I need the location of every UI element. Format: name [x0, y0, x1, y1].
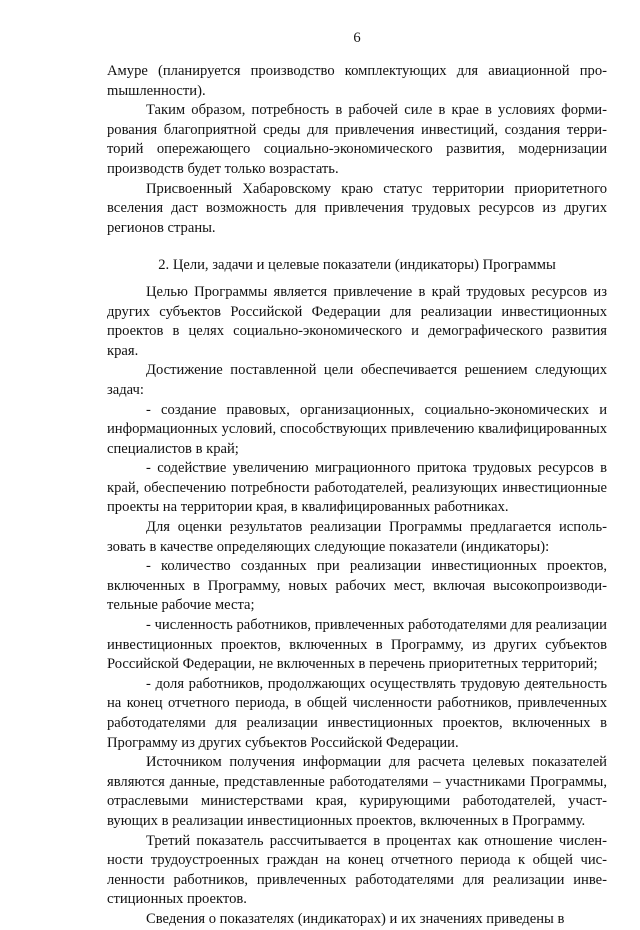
- document-body: [107, 62, 607, 930]
- paragraph: Источником получения информации для расчета целевых показателей являются данные, представленные работодателями – участниками Программы, отраслевыми министерствами края, курирующими работодателей, участвующих в реализации инвестиционных проектов, включенных в Программу.: [107, 754, 607, 829]
- paragraph: Амуре (планируется производство комплектующих для авиационной проmышленности).: [107, 63, 607, 99]
- list-item: - содействие увеличению миграционного притока трудовых ресурсов в край, обеспечению потребности работодателей, реализующих инвестиционные проекты на территории края, в квалифицированных работниках.: [107, 460, 607, 516]
- list-item: - численность работников, привлеченных работодателями для реализации инвестиционных проектов, включенных в Программу, из других субъектов Российской Федерации, не включенных в перечень приоритетных территорий;: [107, 617, 607, 673]
- list-item: - количество созданных при реализации инвестиционных проектов, включенных в Программу, новых рабочих мест, включая высокопроизводительные рабочие места;: [107, 558, 607, 614]
- list-item: - создание правовых, организационных, социально-экономических и информационных условий, способствующих привлечению квалифицированных специалистов в край;: [107, 401, 607, 457]
- paragraph: Целью Программы является привлечение в край трудовых ресурсов из других субъектов Российской Федерации для реализации инвестиционных проектов в целях социально-экономического и демографического развития края.: [107, 283, 607, 359]
- paragraph: Сведения о показателях (индикаторах) и их значениях приведены в: [146, 910, 565, 927]
- paragraph: Присвоенный Хабаровскому краю статус территории приоритетного вселения даст возможность для привлечения трудовых ресурсов из других регионов страны.: [107, 180, 607, 236]
- paragraph: Для оценки результатов реализации Программы предлагается использовать в качестве определяющих следующие показатели (индикаторы):: [107, 519, 607, 555]
- paragraph: Достижение поставленной цели обеспечивается решением следующих задач:: [107, 362, 607, 398]
- list-item: - доля работников, продолжающих осуществлять трудовую деятельность на конец отчетного периода, в общей численности работников, привлеченных работодателями для реализации инвестиционных проектов, включенных в Программу из других субъектов Российской Федерации.: [107, 675, 607, 751]
- section-heading: 2. Цели, задачи и целевые показатели (индикаторы) Программы: [158, 257, 556, 274]
- paragraph: Третий показатель рассчитывается в процентах как отношение численности трудоустроенных граждан на конец отчетного периода к общей численности работников, привлеченных работодателями для реализации инвестиционных проектов.: [107, 832, 607, 908]
- paragraph: Таким образом, потребность в рабочей силе в крае в условиях формирования благоприятной среды для привлечения инвестиций, создания территорий опережающего социально-экономического развития, модернизации производств будет только возрастать.: [107, 102, 607, 177]
- page-number: 6: [353, 30, 361, 46]
